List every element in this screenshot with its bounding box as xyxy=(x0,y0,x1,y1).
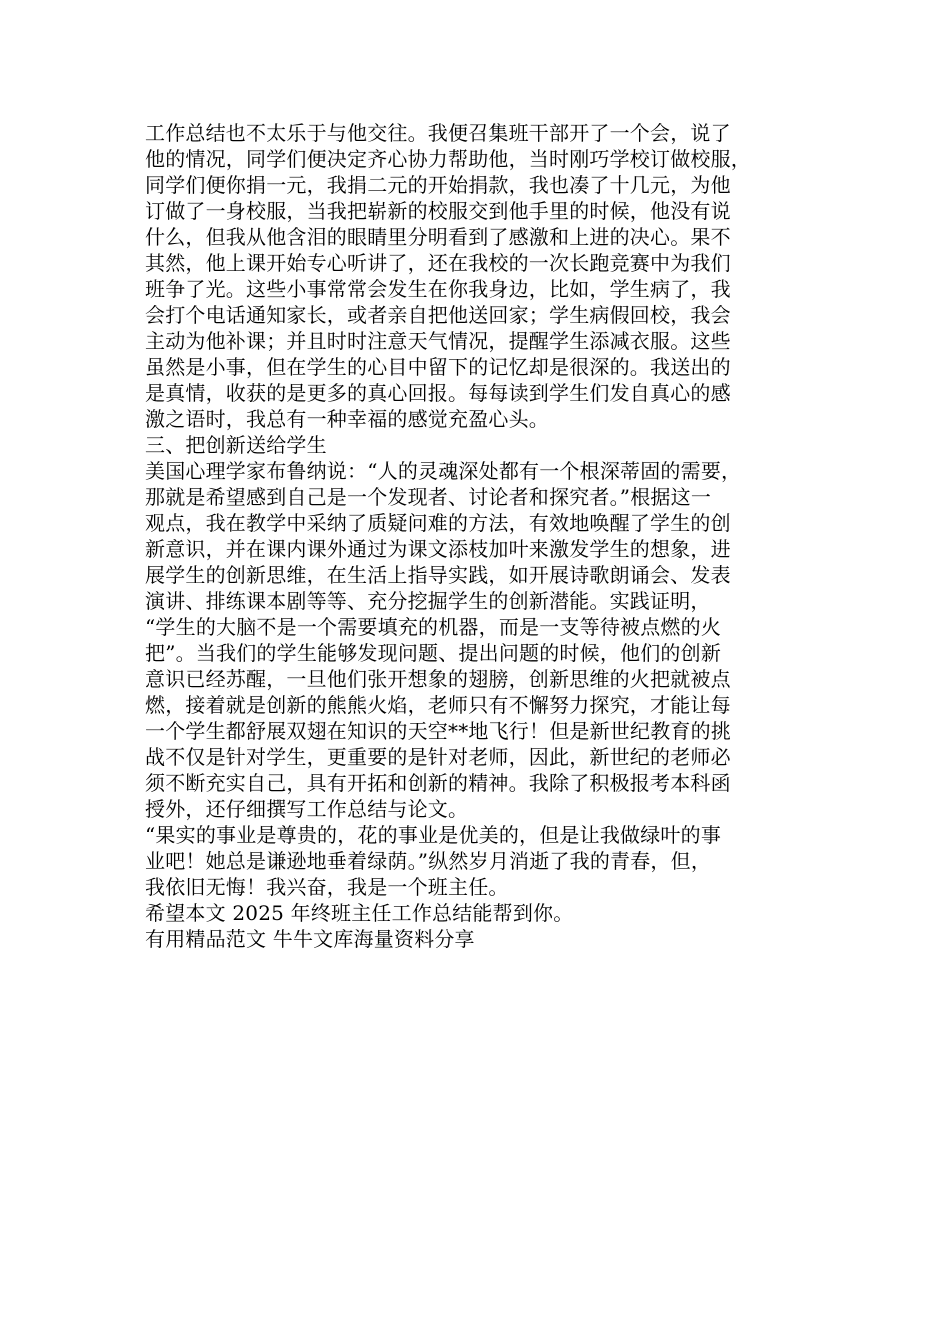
section-heading: 三、把创新送给学生 xyxy=(145,433,327,457)
text-line: 须不断充实自己，具有开拓和创新的精神。我除了积极报考本科函 xyxy=(145,771,731,795)
text-line: 同学们便你捐一元，我捐二元的开始捐款，我也凑了十几元，为他 xyxy=(145,173,731,197)
text-line: 我依旧无悔！我兴奋，我是一个班主任。 xyxy=(145,875,509,899)
text-line: 新意识，并在课内课外通过为课文添枝加叶来激发学生的想象，进 xyxy=(145,537,731,561)
text-line: 一个学生都舒展双翅在知识的天空**地飞行！但是新世纪教育的挑 xyxy=(145,719,731,743)
footer-note: 有用精品范文 牛牛文库海量资料分享 xyxy=(145,927,475,951)
text-line: 把”。当我们的学生能够发现问题、提出问题的时候，他们的创新 xyxy=(145,641,722,665)
text-line: 工作总结也不太乐于与他交往。我便召集班干部开了一个会，说了 xyxy=(145,121,731,145)
text-line: 美国心理学家布鲁纳说：“人的灵魂深处都有一个根深蒂固的需要， xyxy=(145,459,742,483)
text-line: 什么，但我从他含泪的眼睛里分明看到了感激和上进的决心。果不 xyxy=(145,225,731,249)
text-line: 燃，接着就是创新的熊熊火焰，老师只有不懈努力探究，才能让每 xyxy=(145,693,731,717)
text-line: 虽然是小事，但在学生的心目中留下的记忆却是很深的。我送出的 xyxy=(145,355,731,379)
text-line: 是真情，收获的是更多的真心回报。每每读到学生们发自真心的感 xyxy=(145,381,731,405)
text-line: 其然，他上课开始专心听讲了，还在我校的一次长跑竞赛中为我们 xyxy=(145,251,731,275)
text-line: 会打个电话通知家长，或者亲自把他送回家；学生病假回校，我会 xyxy=(145,303,731,327)
text-line: 战不仅是针对学生，更重要的是针对老师，因此，新世纪的老师必 xyxy=(145,745,731,769)
text-line: 班争了光。这些小事常常会发生在你我身边，比如，学生病了，我 xyxy=(145,277,731,301)
text-line: 那就是希望感到自己是一个发现者、讨论者和探究者。”根据这一 xyxy=(145,485,712,509)
text-line: 主动为他补课；并且时时注意天气情况，提醒学生添减衣服。这些 xyxy=(145,329,731,353)
text-line: “果实的事业是尊贵的，花的事业是优美的，但是让我做绿叶的事 xyxy=(145,823,722,847)
text-line: 观点，我在教学中采纳了质疑问难的方法，有效地唤醒了学生的创 xyxy=(145,511,731,535)
text-line: 意识已经苏醒，一旦他们张开想象的翅膀，创新思维的火把就被点 xyxy=(145,667,731,691)
text-line: 订做了一身校服，当我把崭新的校服交到他手里的时候，他没有说 xyxy=(145,199,731,223)
text-line: “学生的大脑不是一个需要填充的机器，而是一支等待被点燃的火 xyxy=(145,615,722,639)
text-line: 激之语时，我总有一种幸福的感觉充盈心头。 xyxy=(145,407,549,431)
text-line: 授外，还仔细撰写工作总结与论文。 xyxy=(145,797,469,821)
document-body xyxy=(145,120,811,952)
text-line: 展学生的创新思维，在生活上指导实践，如开展诗歌朗诵会、发表 xyxy=(145,563,731,587)
text-line: 业吧！她总是谦逊地垂着绿荫。”纵然岁月消逝了我的青春，但， xyxy=(145,849,712,873)
text-line: 他的情况，同学们便决定齐心协力帮助他，当时刚巧学校订做校服， xyxy=(145,147,751,171)
closing-line: 希望本文 2025 年终班主任工作总结能帮到你。 xyxy=(145,901,574,925)
text-line: 演讲、排练课本剧等等、充分挖掘学生的创新潜能。实践证明， xyxy=(145,589,711,613)
